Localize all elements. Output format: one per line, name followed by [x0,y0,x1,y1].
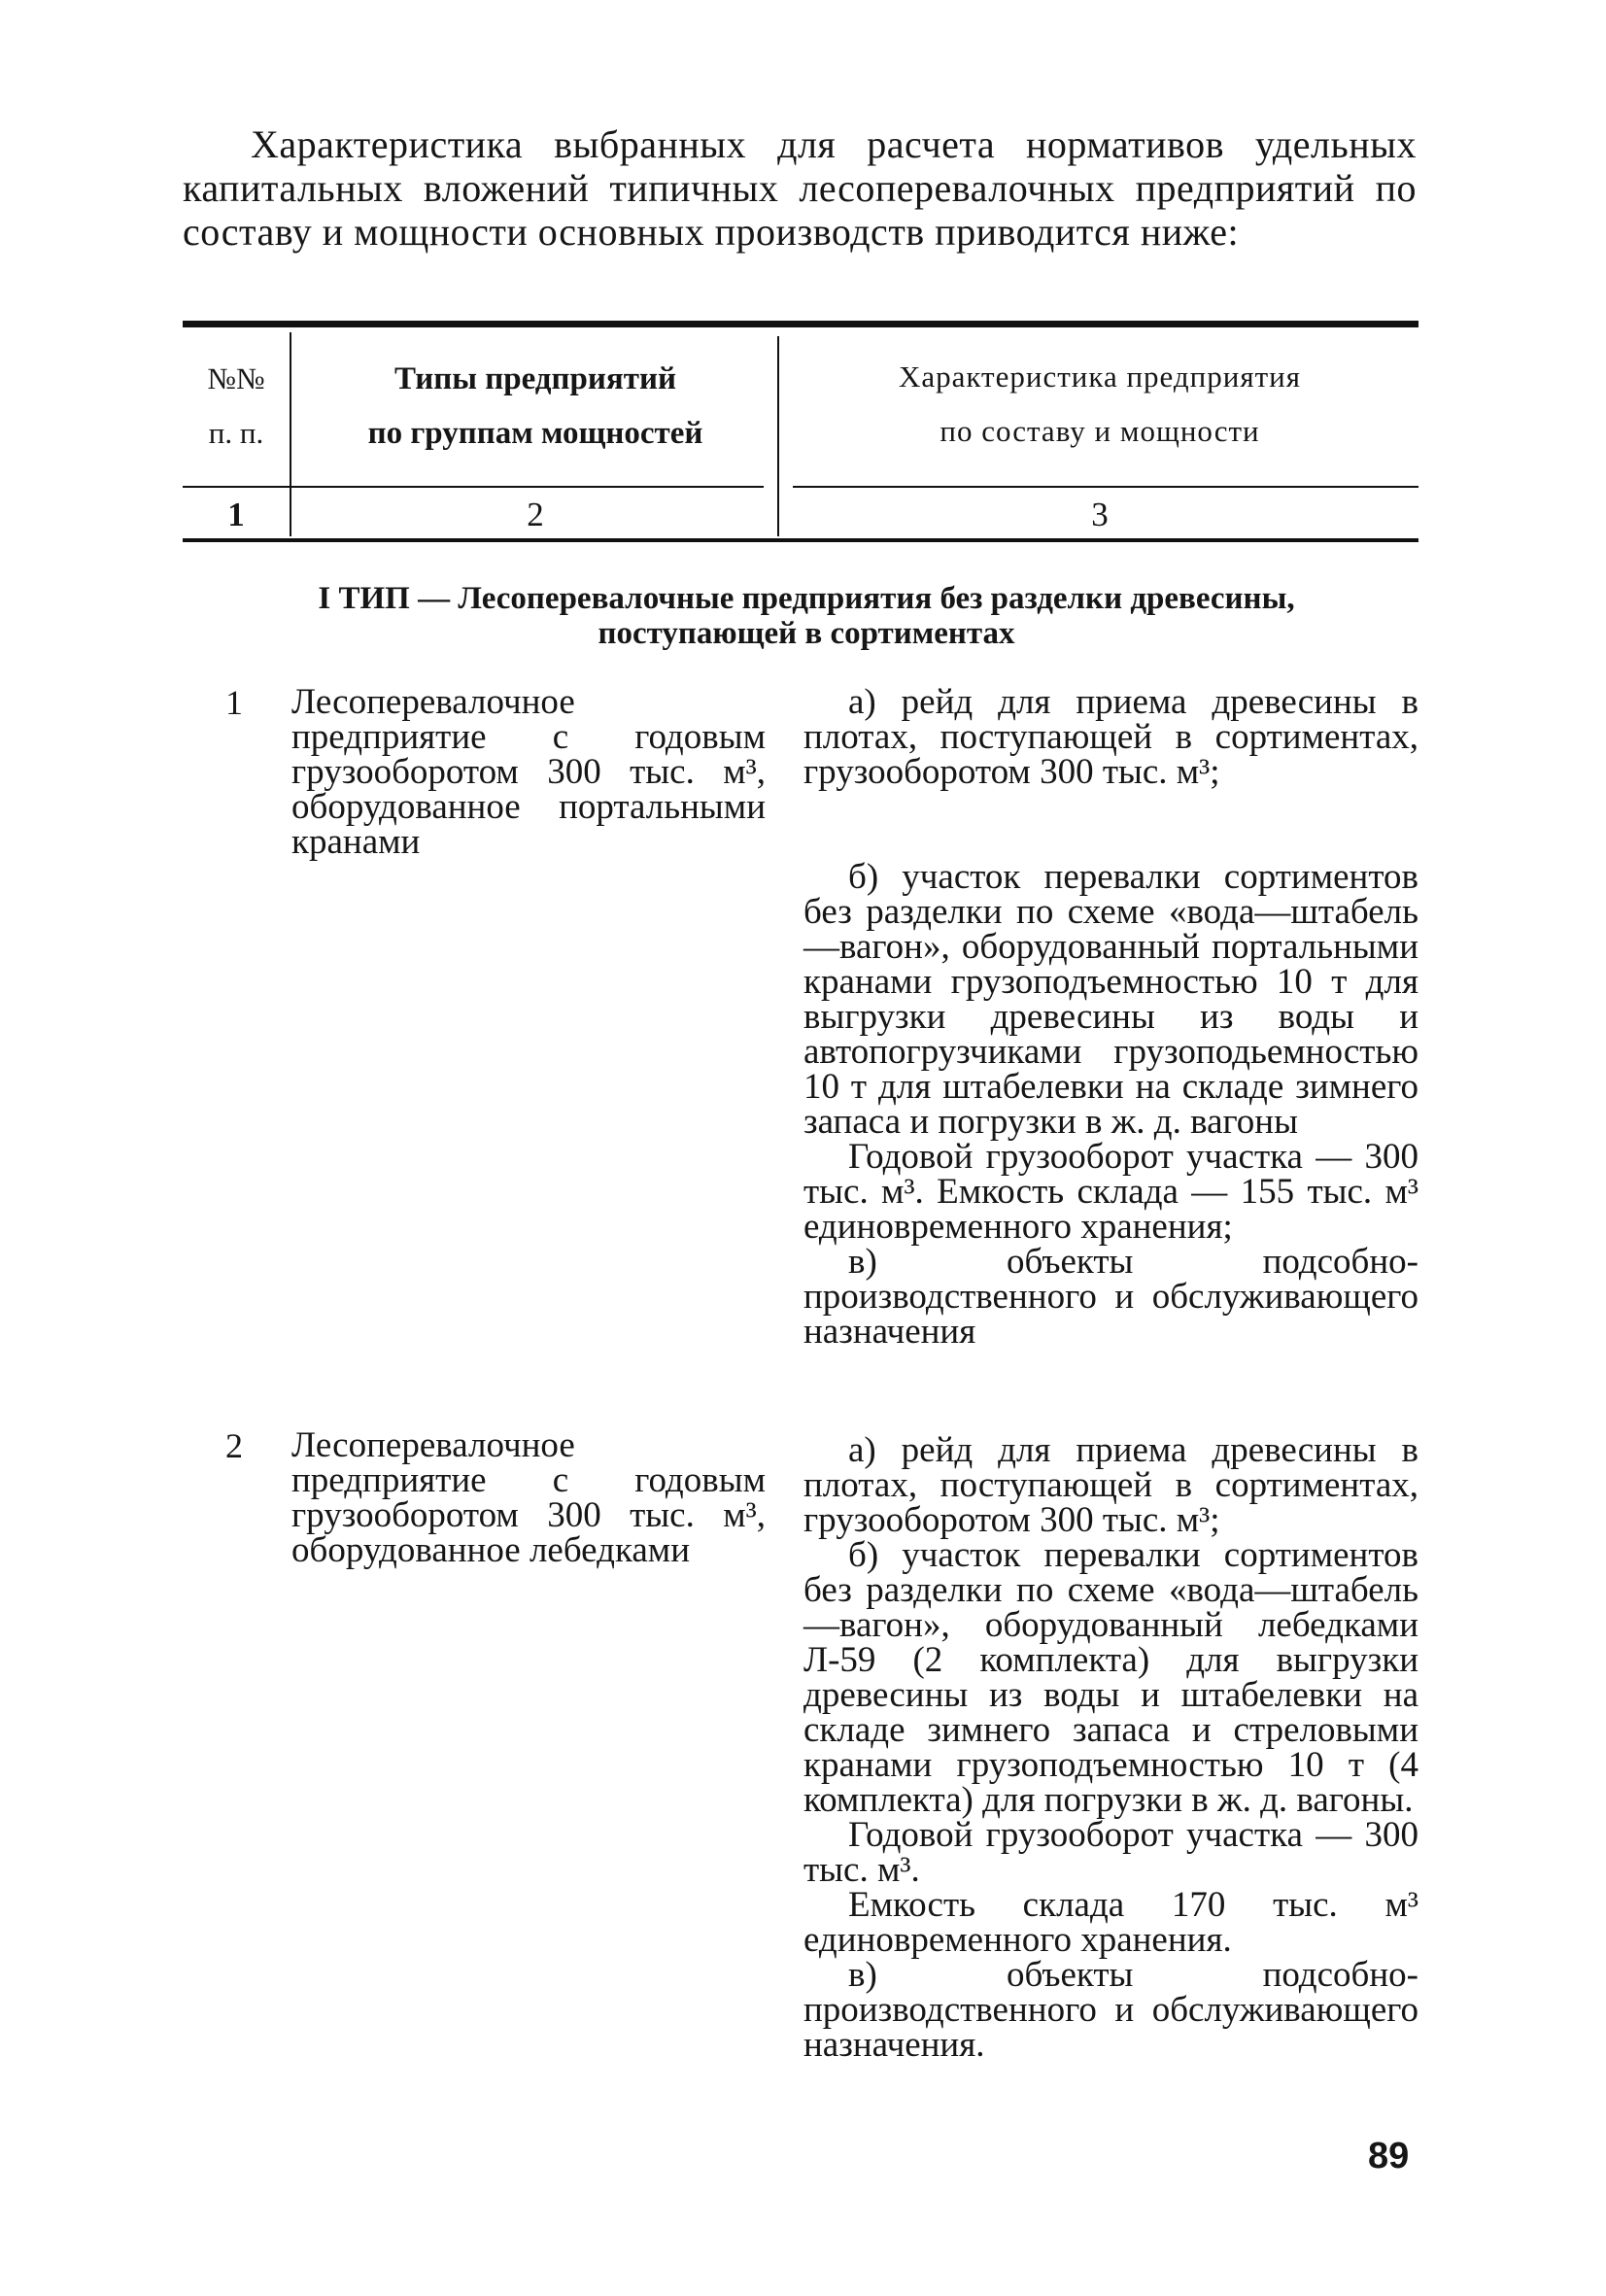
detail-paragraph: б) участок перевалки сортиментов без разделки по схеме «вода—штабель—вагон», оборудованный лебедками Л-59 (2 комплекта) для выгрузки древесины из воды и штабелевки на складе зимнего запаса и стреловыми кранами грузоподъемностью 10 т (4 комплекта) для погрузки в ж. д. вагоны. [803,1535,1418,1820]
detail-paragraph: а) рейд для приема древесины в плотах, поступающей в сортиментах, грузооборотом 300 тыс. м³; [803,1430,1418,1540]
section-heading-line2: поступающей в сортиментах [598,616,1015,651]
header-col-type [295,352,775,461]
header-col-characteristics-line2: по составу и мощности [940,414,1260,448]
page-number: 89 [1368,2136,1410,2176]
header-sub-rule-right [793,486,1418,488]
header-col-number-line2: п. п. [208,416,264,450]
header-divider-2 [777,336,779,536]
section-heading [189,581,1423,651]
header-sub-rule-left [183,486,764,488]
detail-paragraph: в) объекты подсобно-производственного и обслуживающего назначения [803,1242,1418,1352]
header-col-characteristics-line1: Характеристика предприятия [899,360,1301,394]
detail-paragraph: а) рейд для приема древесины в плотах, поступающей в сортиментах, грузооборотом 300 тыс. м³; [803,682,1418,792]
detail-paragraph: Годовой грузооборот участка — 300 тыс. м³. Емкость склада — 155 тыс. м³ единовременного хранения; [803,1137,1418,1247]
detail-paragraph: б) участок перевалки сортиментов без разделки по схеме «вода—штабель—вагон», оборудованный портальными кранами грузоподъемностью 10 т для выгрузки древесины из воды и автопогрузчиками грузоподьемностью 10 т для штабелевки на складе зимнего запаса и погрузки в ж. д. вагоны [803,857,1418,1142]
enterprise-details [803,682,1418,1352]
header-col-characteristics [783,350,1417,459]
header-col-number [185,352,288,461]
table-top-rule [183,321,1418,327]
header-divider-1 [290,332,291,536]
header-col-number-line1: №№ [207,361,265,395]
column-number-3: 3 [1091,496,1109,533]
row-number: 1 [225,683,243,722]
section-heading-line1: I ТИП — Лесоперевалочные предприятия без разделки древесины, [318,581,1295,616]
detail-paragraph: Годовой грузооборот участка — 300 тыс. м³. [803,1815,1418,1890]
row-number: 2 [225,1426,243,1465]
header-col-type-line2: по группам мощностей [367,416,703,451]
column-number-2: 2 [527,496,544,533]
detail-paragraph: Емкость склада 170 тыс. м³ единовременного хранения. [803,1885,1418,1960]
enterprise-type: Лесоперевалочное предприятие с годовым грузооборотом 300 тыс. м³, оборудованное портальными кранами [291,682,766,862]
detail-paragraph: в) объекты подсобно-производственного и обслуживающего назначения. [803,1955,1418,2065]
enterprise-details [803,1430,1418,2065]
column-number-1: 1 [227,496,245,533]
header-col-type-line1: Типы предприятий [394,361,676,396]
enterprise-type: Лесоперевалочное предприятие с годовым грузооборотом 300 тыс. м³, оборудованное лебедками [291,1425,766,1570]
table-header-bottom-rule [183,538,1418,542]
intro-paragraph: Характеристика выбранных для расчета нормативов удельных капитальных вложений типичных лесоперевалочных предприятий по составу и мощности основных производств приводится ниже: [183,122,1417,254]
